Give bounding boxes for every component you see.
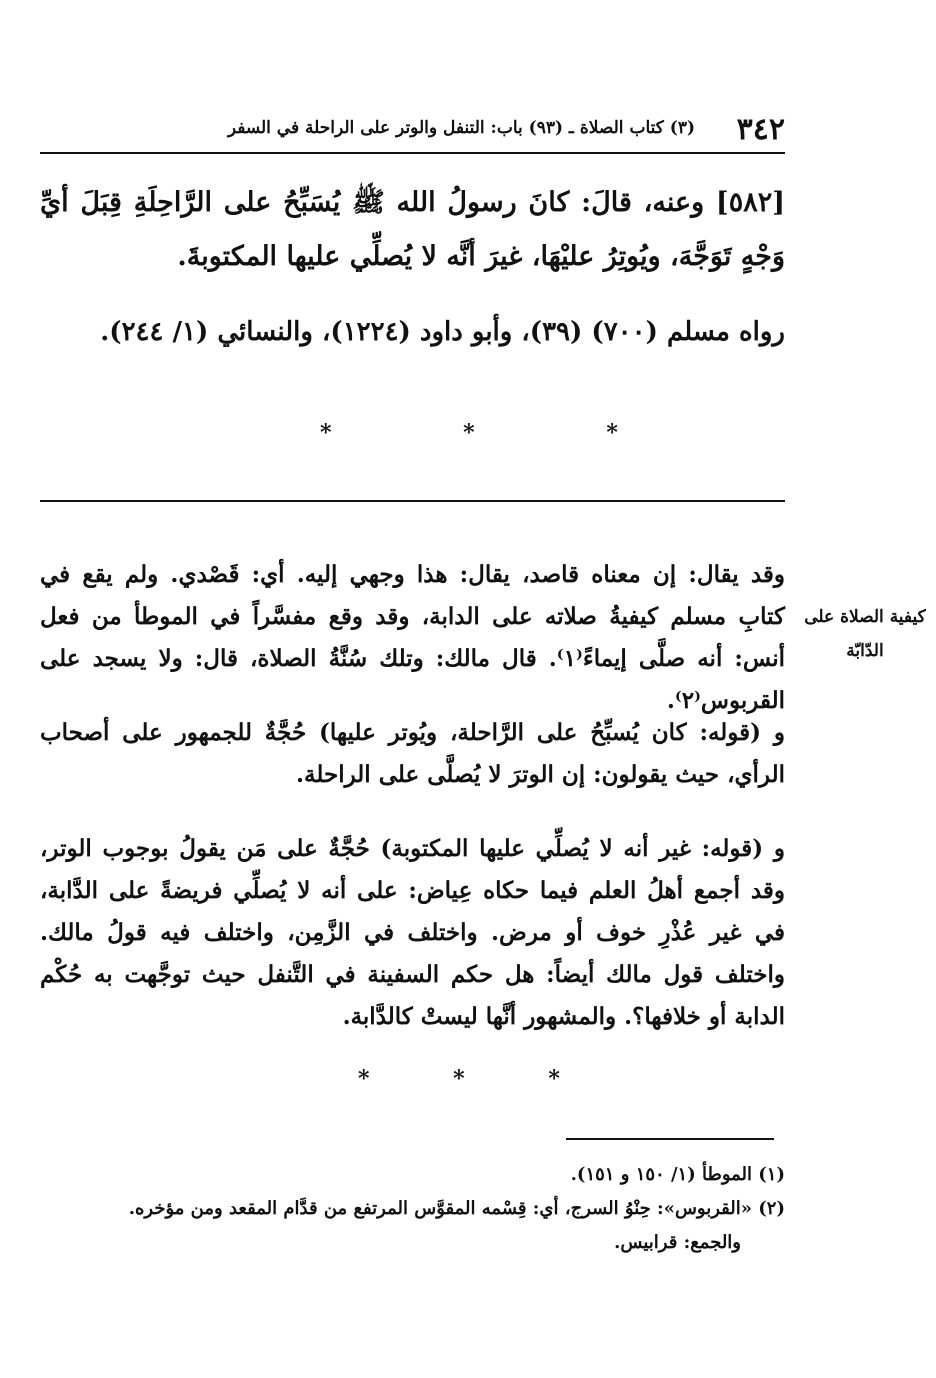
commentary-paragraph-1: [40, 554, 785, 722]
footnote-2: (٢) «القربوس»: حِنْوُ السرج، أي: قِسْمه المقوَّس المرتفع من قدَّام المقعد ومن مؤخره.: [128, 1198, 785, 1219]
text-commentary-divider: [40, 500, 785, 502]
commentary-text-3: و (قوله: غير أنه لا يُصلِّي عليها المكتوبة) حُجَّةٌ على مَن يقولُ بوجوب الوتر، وقد أجمع أهلُ العلم فيما حكاه عِياض: على أنه لا يُصلِّي فريضةً على الدَّابة، في غير عُذْرِ خوف أو مرض. واختلف في الزَّمِن، واختلف فيه قولُ مالك. واختلف قول مالك أيضاً: هل حكم السفينة في التَّنفل حيث توجَّهت به حُكْم الدابة أو خلافها؟. والمشهور أنَّها ليستْ كالدَّابة.: [40, 835, 785, 1030]
section-separator-bottom: * * *: [358, 1066, 598, 1092]
commentary-paragraph-2: [40, 712, 785, 796]
margin-note: كيفية الصلاة على الدّابّة: [804, 607, 926, 661]
header-rule: [40, 152, 785, 154]
running-title: (٣) كتاب الصلاة ـ (٩٣) باب: التنفل والوتر على الراحلة في السفر: [227, 118, 695, 138]
page-number: ٣٤٢: [736, 112, 785, 147]
section-separator-top: * * *: [320, 420, 680, 446]
page-header: [40, 108, 785, 148]
commentary-text-2: و (قوله: كان يُسبِّحُ على الرَّاحلة، ويُوتر عليها) حُجَّةٌ للجمهور على أصحاب الرأي، حيث يقولون: إن الوترَ لا يُصلَّى على الراحلة.: [40, 719, 785, 788]
commentary-paragraph-3: [40, 828, 785, 1038]
hadith-text: [40, 176, 785, 284]
footnote-2-continued: والجمع: قرابيس.: [614, 1232, 741, 1253]
hadith-source: [40, 306, 785, 358]
footnote-1: (١) الموطأ (١/ ١٥٠ و ١٥١).: [570, 1164, 785, 1185]
footnote-rule: [566, 1138, 774, 1140]
hadith-paragraph: [٥٨٢] وعنه، قالَ: كانَ رسولُ الله ﷺ يُسَبِّحُ على الرَّاحِلَةِ قِبَلَ أيِّ وَجْهٍ تَوَجَّهَ، ويُوتِرُ عليْهَا، غيرَ أنَّه لا يُصلِّي عليها المكتوبةَ.: [40, 187, 785, 272]
source-paragraph: رواه مسلم (٧٠٠) (٣٩)، وأبو داود (١٢٢٤)، والنسائي (١/ ٢٤٤).: [100, 317, 785, 347]
commentary-text-1: وقد يقال: إن معناه قاصد، يقال: هذا وجهي إليه. أي: قَصْدي. ولم يقع في كتابِ مسلم كيفيةُ صلاته على الدابة، وقد وقع مفسَّراً في الموطأ من فعل أنس: أنه صلَّى إيماءً⁽١⁾. قال مالك: وتلك سُنَّةُ الصلاة، قال: ولا يسجد على القربوس⁽٢⁾.: [40, 561, 786, 714]
footnotes: [40, 1158, 785, 1260]
